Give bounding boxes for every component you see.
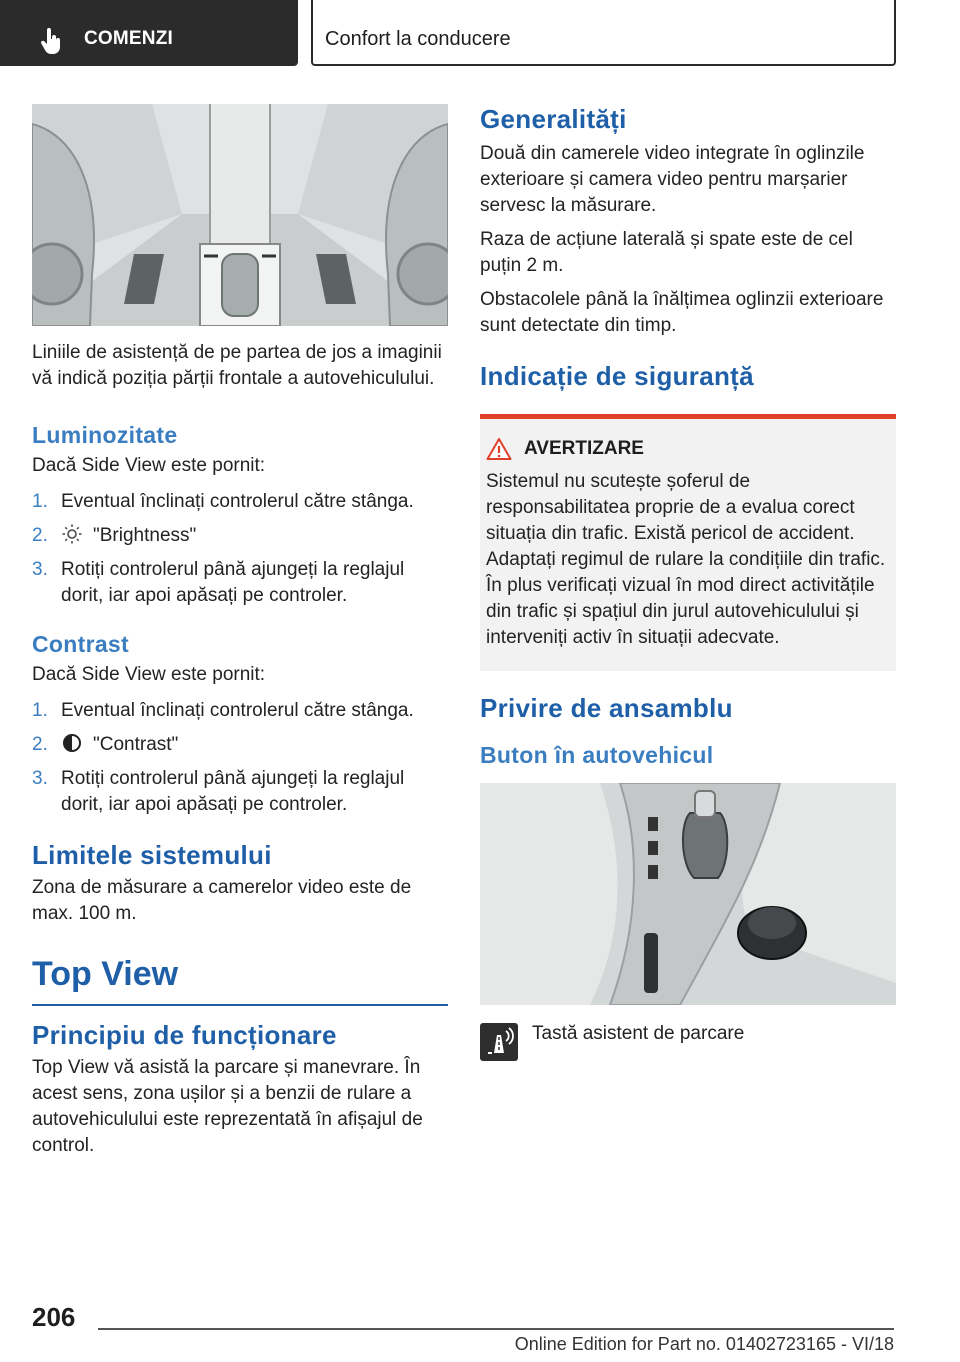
center-console-image — [480, 783, 896, 1005]
heading-contrast: Contrast — [32, 631, 129, 657]
step-number: 2. — [32, 525, 48, 546]
chapter-header — [311, 0, 896, 66]
heading-limite: Limitele sistemului — [32, 840, 272, 870]
list-item — [32, 523, 448, 549]
step-text: "Contrast" — [93, 734, 179, 755]
right-column — [480, 104, 896, 1061]
step-number: 1. — [32, 491, 48, 512]
step-number: 2. — [32, 734, 48, 755]
step-text: Eventual înclinați controlerul către stânga. — [61, 700, 414, 721]
heading-buton: Buton în autovehicul — [480, 742, 714, 768]
heading-generalitati: Generalități — [480, 104, 627, 134]
heading-luminozitate: Luminozitate — [32, 422, 178, 448]
page-header — [0, 0, 960, 66]
center-console-photo — [480, 783, 896, 1005]
top-view-text: Top View vă asistă la parcare și manevrare. În acest sens, zona ușilor și a benzii de rulare a autovehiculului este reprezentată în afișajul de control. — [32, 1057, 423, 1156]
park-assist-key-icon[interactable] — [480, 1023, 518, 1061]
heading-ansamblu: Privire de ansamblu — [480, 693, 733, 723]
list-item — [32, 698, 448, 724]
step-number: 3. — [32, 768, 48, 789]
step-number: 3. — [32, 559, 48, 580]
heading-divider — [32, 1004, 448, 1006]
heading-principiu: Principiu de funcționare — [32, 1020, 337, 1050]
warning-triangle-icon — [486, 437, 512, 461]
edition-text: Online Edition for Part no. 01402723165 - VI/18 — [514, 1334, 894, 1354]
step-text: Eventual înclinați controlerul către stânga. — [61, 491, 414, 512]
step-text: Rotiți controlerul până ajungeți la reglajul dorit, iar apoi apăsați pe controler. — [61, 559, 405, 606]
park-assist-key-label: Tastă asistent de parcare — [532, 1023, 745, 1044]
warning-title — [486, 437, 890, 461]
footer-divider — [98, 1328, 894, 1330]
step-text: Rotiți controlerul până ajungeți la reglajul dorit, iar apoi apăsați pe controler. — [61, 768, 405, 815]
step-text: "Brightness" — [93, 525, 197, 546]
left-column — [32, 104, 448, 1159]
contrast-intro: Dacă Side View este pornit: — [32, 664, 266, 685]
warning-title-text: AVERTIZARE — [524, 438, 644, 459]
hand-pointer-icon — [40, 28, 62, 54]
section-tab[interactable] — [0, 0, 298, 66]
contrast-icon — [61, 733, 83, 753]
list-item — [32, 766, 448, 818]
generalitati-paragraph: Obstacolele până la înălțimea oglinzii exterioare sunt detectate din timp. — [480, 289, 884, 336]
limite-text: Zona de măsurare a camerelor video este de max. 100 m. — [32, 877, 412, 924]
figure-caption: Liniile de asistență de pe partea de jos a imaginii vă indică poziția părții frontale a autovehiculului. — [32, 342, 442, 389]
page-number: 206 — [32, 1302, 76, 1332]
section-tab-label: COMENZI — [84, 28, 174, 49]
luminozitate-intro: Dacă Side View este pornit: — [32, 455, 266, 476]
side-view-image — [32, 104, 448, 326]
list-item — [32, 557, 448, 609]
contrast-steps — [32, 698, 448, 818]
step-number: 1. — [32, 700, 48, 721]
list-item — [32, 489, 448, 515]
list-item — [32, 732, 448, 758]
heading-top-view: Top View — [32, 955, 179, 993]
side-view-illustration — [32, 104, 448, 326]
heading-siguranta: Indicație de siguranță — [480, 361, 754, 391]
generalitati-paragraph: Raza de acțiune laterală și spate este de cel puțin 2 m. — [480, 229, 853, 276]
warning-text: Sistemul nu scutește șoferul de responsabilitatea proprie de a evalua corect situația din trafic. Există pericol de accident. Adaptați regimul de rulare la condițiile din trafic. În plus verificați vizual în mod direct activitățile din trafic și spațiul din jurul autovehiculului și interveniți activ în situații adecvate. — [486, 471, 886, 648]
generalitati-paragraph: Două din camerele video integrate în oglinzile exterioare și camera video pentru marșarier servesc la măsurare. — [480, 143, 865, 216]
warning-box — [480, 414, 896, 671]
key-legend-row — [480, 1023, 896, 1061]
chapter-title: Confort la conducere — [325, 28, 511, 50]
sun-icon — [61, 524, 83, 544]
luminozitate-steps — [32, 489, 448, 609]
